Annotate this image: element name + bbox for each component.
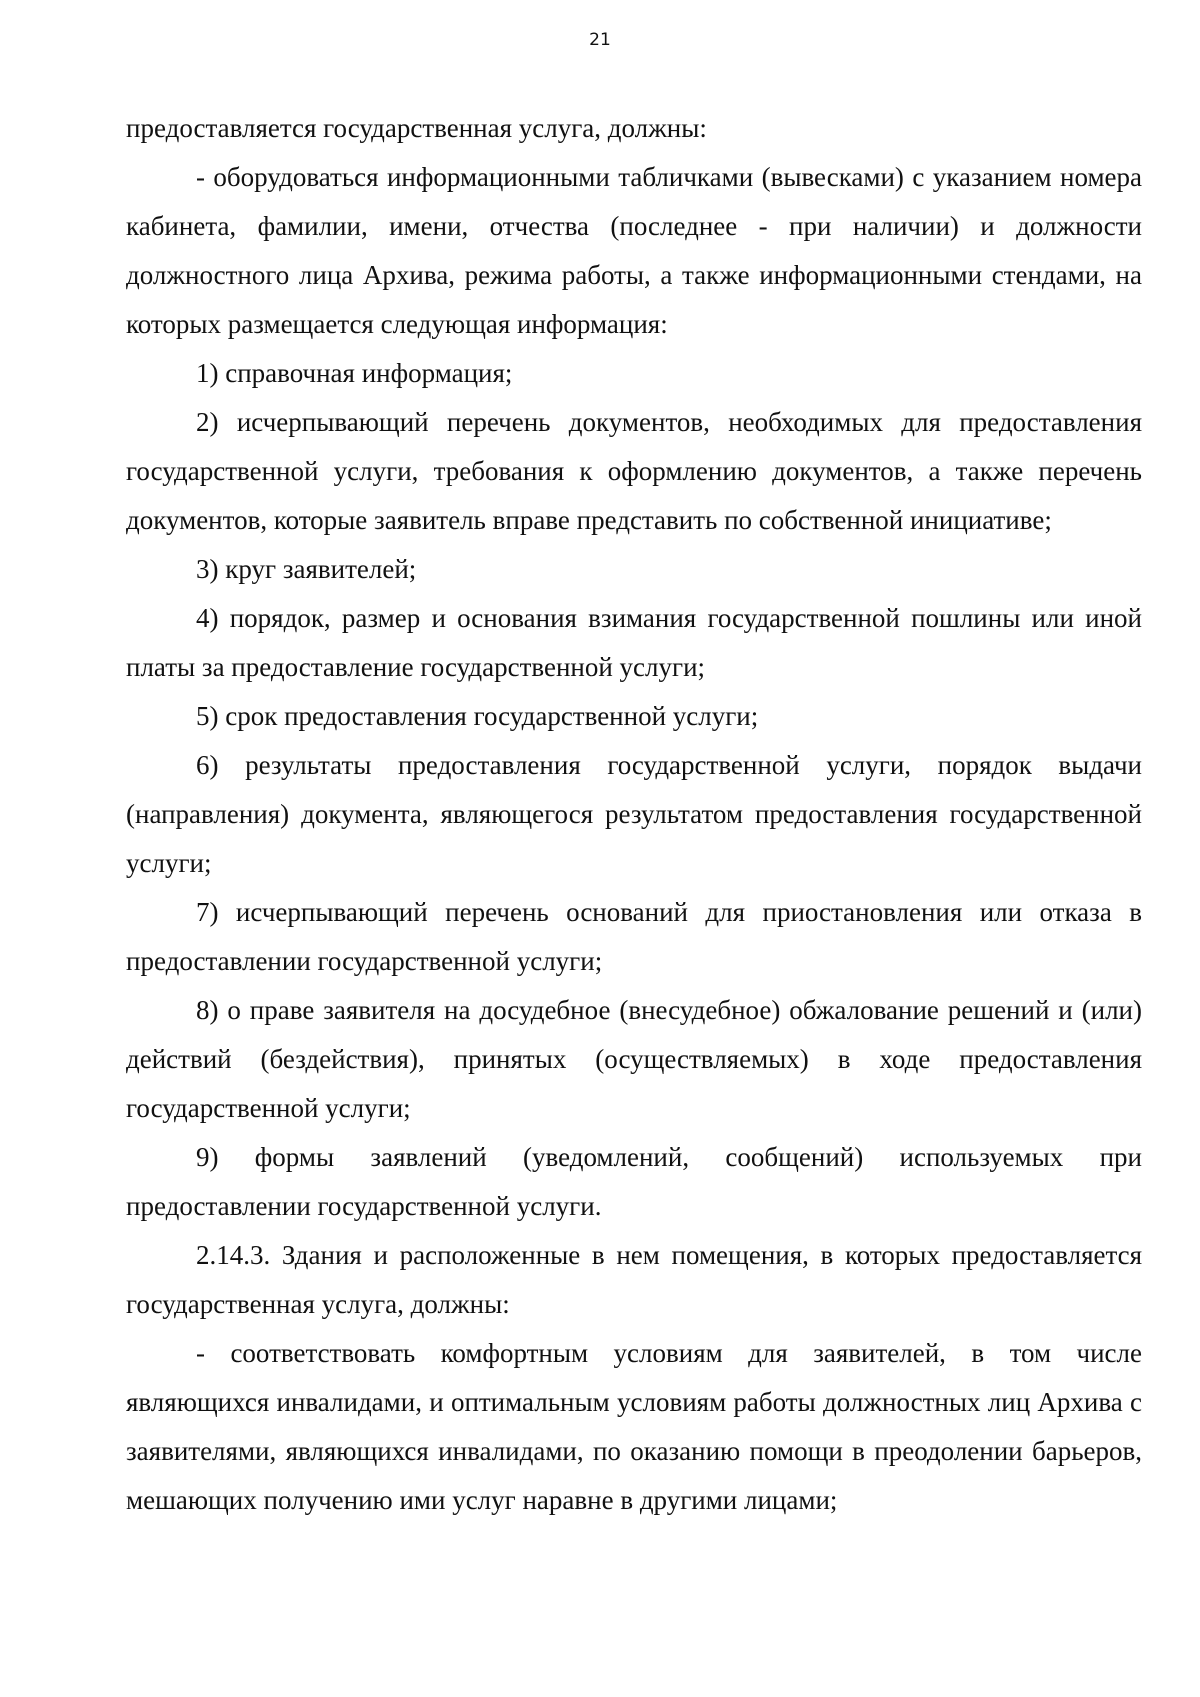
paragraph: - оборудоваться информационными табличками (вывесками) с указанием номера кабинета, фамилии, имени, отчества (последнее - при наличии) и должности должностного лица Архива, режима работы, а также информационными стендами, на которых размещается следующая информация: [126,162,1142,339]
list-item: 5) срок предоставления государственной услуги; [196,701,759,731]
list-item: 4) порядок, размер и основания взимания государственной пошлины или иной платы за предоставление государственной услуги; [126,603,1142,682]
list-item: 6) результаты предоставления государственной услуги, порядок выдачи (направления) документа, являющегося результатом предоставления государственной услуги; [126,750,1142,878]
list-item: 1) справочная информация; [196,358,513,388]
list-item: 8) о праве заявителя на досудебное (внесудебное) обжалование решений и (или) действий (бездействия), принятых (осуществляемых) в ходе предоставления государственной услуги; [126,995,1142,1123]
section-paragraph: 2.14.3. Здания и расположенные в нем помещения, в которых предоставляется государственная услуга, должны: [126,1240,1142,1319]
list-item: 7) исчерпывающий перечень оснований для приостановления или отказа в предоставлении государственной услуги; [126,897,1142,976]
list-item: 9) формы заявлений (уведомлений, сообщений) используемых при предоставлении государственной услуги. [126,1142,1142,1221]
document-body [126,104,1142,1525]
page-number: 21 [589,30,611,50]
paragraph: предоставляется государственная услуга, должны: [126,113,707,143]
list-item: 3) круг заявителей; [196,554,417,584]
list-item: 2) исчерпывающий перечень документов, необходимых для предоставления государственной услуги, требования к оформлению документов, а также перечень документов, которые заявитель вправе представить по собственной инициативе; [126,407,1142,535]
paragraph: - соответствовать комфортным условиям для заявителей, в том числе являющихся инвалидами, и оптимальным условиям работы должностных лиц Архива с заявителями, являющихся инвалидами, по оказанию помощи в преодолении барьеров, мешающих получению ими услуг наравне в другими лицами; [126,1338,1142,1515]
